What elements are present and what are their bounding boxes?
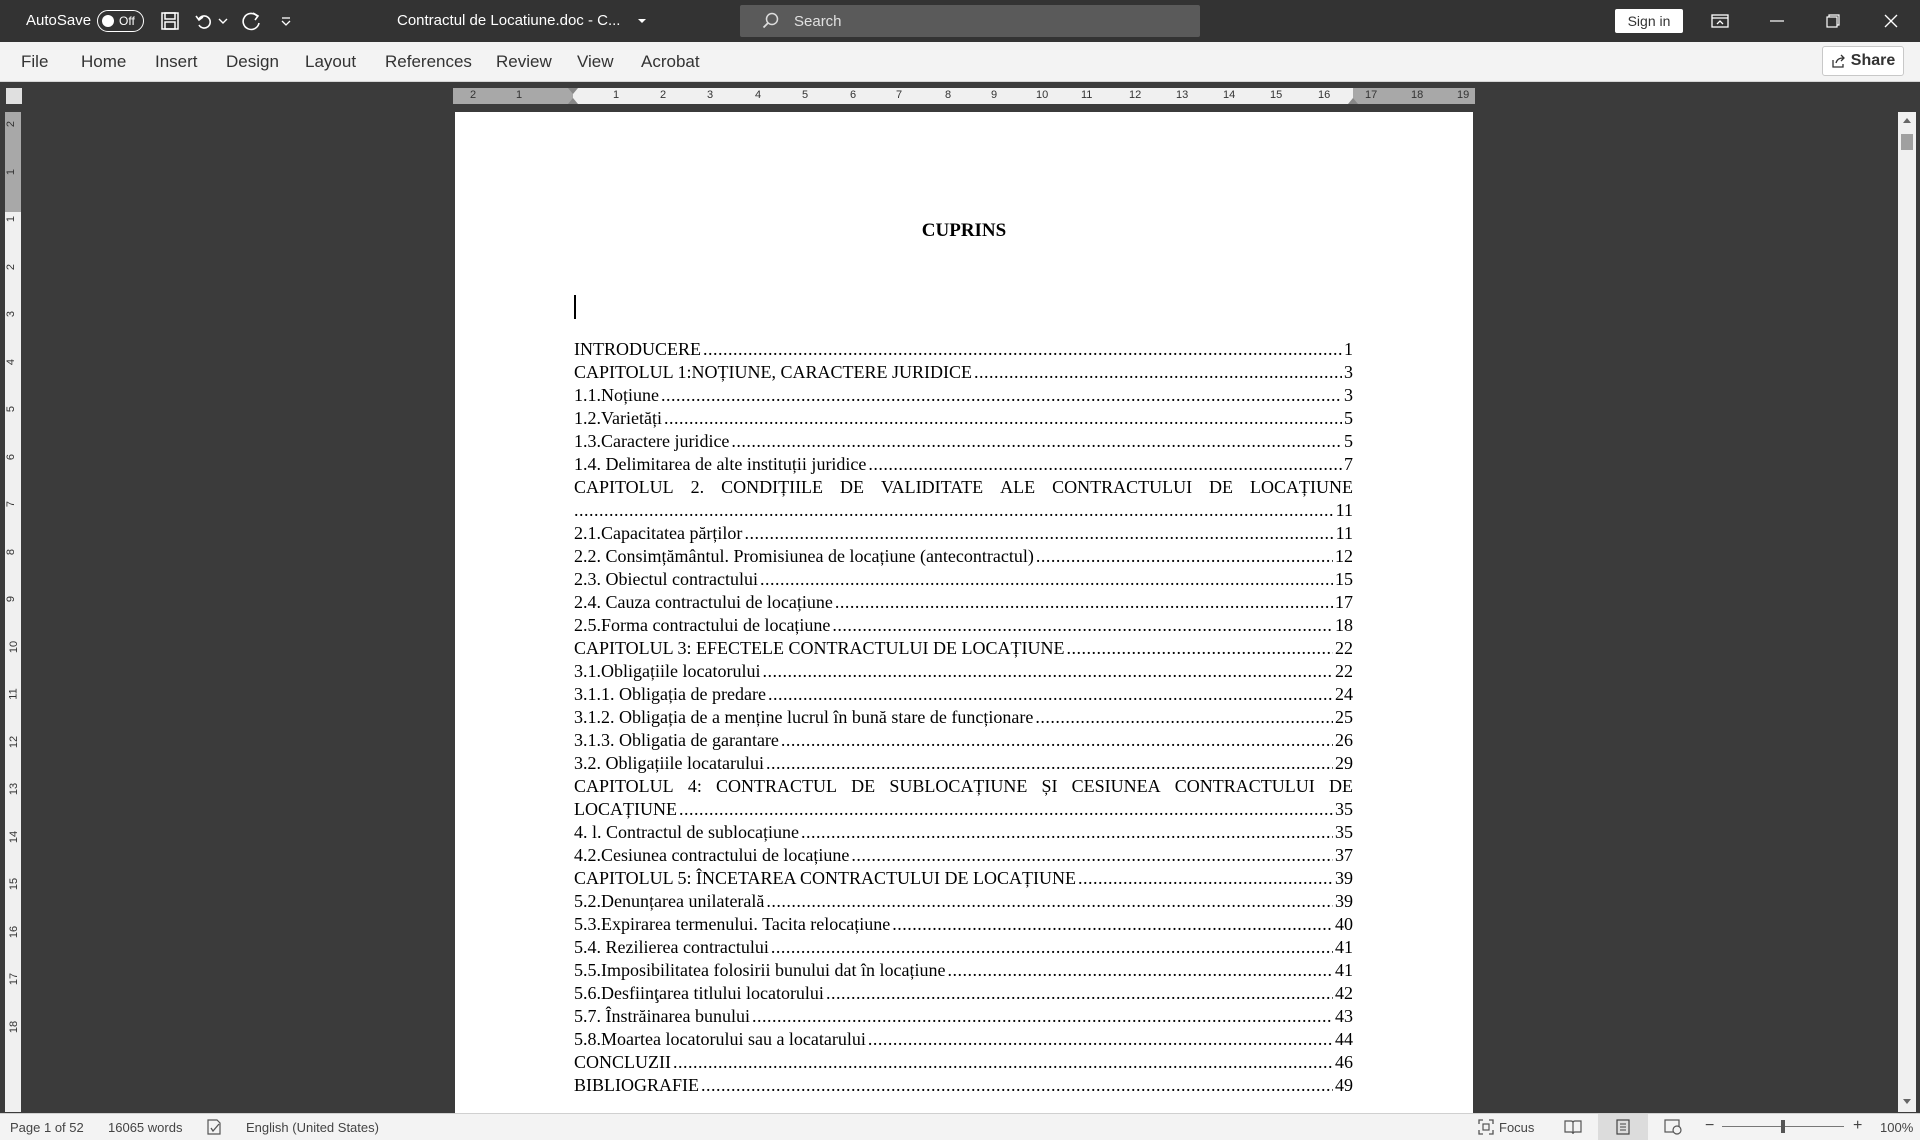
- toc-entry[interactable]: [574, 453, 1353, 476]
- ruler-number: 4: [5, 358, 18, 365]
- toc-word: DE: [1209, 477, 1234, 497]
- tab-layout[interactable]: Layout: [305, 52, 357, 71]
- zoom-in-button[interactable]: +: [1853, 1117, 1863, 1134]
- toc-entry[interactable]: [574, 706, 1353, 729]
- toc-entry[interactable]: [574, 1028, 1353, 1051]
- toc-entry-title: 5.8.Moartea locatorului sau a locatarului: [574, 1029, 866, 1049]
- toc-page-number: 11: [1335, 500, 1353, 520]
- status-bar: [0, 1113, 1920, 1140]
- toc-word: CAPITOLUL: [574, 477, 674, 497]
- ruler-number: 17: [8, 972, 21, 986]
- ruler-number: 9: [5, 595, 18, 603]
- toc-entry-title: 5.5.Imposibilitatea folosirii bunului dat în locațiune: [574, 960, 946, 980]
- tab-home[interactable]: Home: [81, 52, 127, 71]
- toc-entry[interactable]: [574, 982, 1353, 1005]
- toc-entry[interactable]: [574, 775, 1353, 798]
- tab-design[interactable]: Design: [226, 52, 279, 71]
- toc-entry-title: 2.5.Forma contractului de locațiune: [574, 615, 831, 635]
- toc-word: 2.: [690, 477, 705, 497]
- toc-entry-title: 5.7. Înstrăinarea bunului: [574, 1006, 750, 1026]
- tab-view[interactable]: View: [577, 52, 614, 71]
- toc-word: ALE: [1000, 477, 1036, 497]
- scrollbar-thumb[interactable]: [1901, 134, 1913, 150]
- toc-leader-dots: [851, 844, 1333, 867]
- toc-leader-dots: [781, 729, 1333, 752]
- toc-page-number: 3: [1344, 362, 1353, 382]
- save-icon[interactable]: [158, 9, 182, 33]
- toc-entry-title: 5.3.Expirarea termenului. Tacita relocațiune: [574, 914, 891, 934]
- restore-icon[interactable]: [1808, 0, 1858, 42]
- title-bar: [0, 0, 1920, 42]
- toc-entry[interactable]: [574, 959, 1353, 982]
- ruler-number: 15: [1270, 89, 1283, 101]
- tab-file[interactable]: File: [21, 52, 49, 71]
- toc-leader-dots: [744, 522, 1333, 545]
- document-workspace: [0, 82, 1920, 1113]
- search-box[interactable]: [740, 5, 1200, 37]
- toc-page-number: 42: [1335, 983, 1353, 1003]
- sign-in-button[interactable]: Sign in: [1615, 9, 1683, 33]
- ruler-number: 15: [8, 877, 21, 891]
- toc-word: CAPITOLUL: [574, 776, 674, 796]
- toc-entry[interactable]: [574, 729, 1353, 752]
- toc-entry[interactable]: [574, 936, 1353, 959]
- toc-entry-title: 2.1.Capacitatea părților: [574, 523, 743, 543]
- toc-entry-title: CONCLUZII: [574, 1052, 671, 1072]
- toc-entry[interactable]: [574, 361, 1353, 384]
- toc-entry[interactable]: [574, 798, 1353, 821]
- ruler-number: 12: [1129, 89, 1142, 101]
- toc-leader-dots: [768, 683, 1333, 706]
- toc-page-number: 46: [1335, 1052, 1353, 1072]
- ruler-number: 19: [1457, 89, 1470, 101]
- ruler-number: 5: [5, 405, 18, 413]
- ruler-number: 10: [8, 640, 21, 653]
- toc-word: LOCAȚIUNE: [1250, 477, 1353, 497]
- toc-entry[interactable]: [574, 913, 1353, 936]
- toc-entry-title: CAPITOLUL 3: EFECTELE CONTRACTULUI DE LOCAȚIUNE: [574, 638, 1065, 658]
- ruler-number: 16: [1318, 89, 1331, 101]
- toc-page-number: 5: [1344, 408, 1353, 428]
- toc-word: CONTRACTULUI: [1052, 477, 1193, 497]
- doc-name-dropdown-icon[interactable]: [632, 9, 652, 33]
- ruler-number: 8: [5, 548, 18, 555]
- ruler-number: 1: [613, 89, 620, 101]
- toc-entry-title: BIBLIOGRAFIE: [574, 1075, 699, 1095]
- toc-page-number: 40: [1335, 914, 1353, 934]
- toc-leader-dots: [701, 1074, 1333, 1097]
- ruler-number: 13: [8, 782, 21, 796]
- toc-page-number: 3: [1344, 385, 1353, 405]
- ruler-number: 2: [5, 263, 18, 270]
- toc-entry[interactable]: [574, 844, 1353, 867]
- scroll-down-icon[interactable]: [1902, 1098, 1912, 1106]
- toc-page-number: 44: [1335, 1029, 1353, 1049]
- redo-icon[interactable]: [240, 9, 264, 33]
- toc-page-number: 49: [1335, 1075, 1353, 1095]
- ruler-number: 7: [5, 500, 18, 508]
- toc-leader-dots: [826, 982, 1333, 1005]
- share-button[interactable]: [1822, 46, 1904, 76]
- table-of-contents: [574, 338, 1353, 1097]
- toc-page-number: 1: [1344, 339, 1353, 359]
- toc-entry-title: 3.1.3. Obligatia de garantare: [574, 730, 779, 750]
- toc-entry-title: 1.1.Noțiune: [574, 385, 659, 405]
- toc-entry[interactable]: [574, 614, 1353, 637]
- toc-entry-title: CAPITOLUL 1:NOȚIUNE, CARACTERE JURIDICE: [574, 362, 972, 382]
- toc-entry-title: 4. l. Contractul de sublocațiune: [574, 822, 799, 842]
- ruler-number: 16: [8, 925, 21, 938]
- first-line-indent-marker[interactable]: [567, 88, 579, 104]
- ruler-number: 11: [1081, 89, 1093, 101]
- toc-entry[interactable]: [574, 591, 1353, 614]
- tab-review[interactable]: Review: [496, 52, 552, 71]
- toc-entry[interactable]: [574, 1074, 1353, 1097]
- toc-leader-dots: [947, 959, 1333, 982]
- focus-icon: [1478, 1119, 1494, 1135]
- toc-leader-dots: [766, 890, 1333, 913]
- toc-leader-dots: [1036, 545, 1333, 568]
- ruler-number: 10: [1036, 89, 1049, 101]
- autosave-state: Off: [119, 14, 135, 28]
- ruler-number: 6: [850, 89, 857, 101]
- toc-entry-title: 1.2.Varietăți: [574, 408, 662, 428]
- toc-page-number: 41: [1335, 960, 1353, 980]
- toc-entry[interactable]: [574, 476, 1353, 499]
- toc-page-number: 15: [1335, 569, 1353, 589]
- document-page[interactable]: [455, 112, 1473, 1113]
- toc-leader-dots: [1035, 706, 1333, 729]
- toc-page-number: 11: [1335, 523, 1353, 543]
- minimize-icon[interactable]: [1752, 0, 1802, 42]
- toc-leader-dots: [974, 361, 1342, 384]
- ruler-number: 2: [660, 89, 667, 101]
- ruler-number: 3: [707, 89, 714, 101]
- toc-page-number: 29: [1335, 753, 1353, 773]
- toc-entry-title: LOCAȚIUNE: [574, 799, 677, 819]
- toc-entry[interactable]: [574, 545, 1353, 568]
- toc-page-number: 39: [1335, 891, 1353, 911]
- toc-entry-title: 5.6.Desfiinţarea titlului locatorului: [574, 983, 824, 1003]
- toc-page-number: 17: [1335, 592, 1353, 612]
- proofing-icon[interactable]: [206, 1119, 224, 1135]
- ruler-text-area: [573, 88, 1353, 104]
- focus-label: Focus: [1499, 1119, 1535, 1135]
- undo-dropdown-icon[interactable]: [216, 9, 230, 33]
- ruler-number: 1: [516, 89, 523, 101]
- autosave-toggle[interactable]: [97, 10, 144, 32]
- customize-toolbar-icon[interactable]: [276, 9, 296, 33]
- toc-leader-dots: [574, 499, 1334, 522]
- ruler-number: 4: [755, 89, 762, 101]
- tab-insert[interactable]: Insert: [155, 52, 198, 71]
- toc-word: CESIUNEA: [1071, 776, 1161, 796]
- toc-word: CONTRACTUL: [716, 776, 837, 796]
- toc-leader-dots: [661, 384, 1342, 407]
- toc-word: DE: [851, 776, 876, 796]
- toc-leader-dots: [673, 1051, 1333, 1074]
- ruler-number: 6: [5, 453, 18, 460]
- ruler-number: 12: [8, 735, 21, 748]
- toc-page-number: 39: [1335, 868, 1353, 888]
- toc-entry-title: 2.2. Consimțământul. Promisiunea de locațiune (antecontractul): [574, 546, 1034, 566]
- toc-entry-title: 5.2.Denunțarea unilaterală: [574, 891, 765, 911]
- toc-word: 4:: [687, 776, 702, 796]
- text-cursor: [574, 295, 576, 319]
- word-count[interactable]: 16065 words: [108, 1120, 183, 1135]
- toc-page-number: 22: [1335, 661, 1353, 681]
- toc-entry-title: 3.2. Obligațiile locatarului: [574, 753, 764, 773]
- tab-selector-button[interactable]: [6, 88, 22, 104]
- toc-word: VALIDITATE: [880, 477, 984, 497]
- scroll-up-icon[interactable]: [1902, 116, 1912, 124]
- toc-entry[interactable]: [574, 568, 1353, 591]
- toc-entry-title: CAPITOLUL 5: ÎNCETAREA CONTRACTULUI DE LOCAȚIUNE: [574, 868, 1077, 888]
- ruler-number: 1: [5, 215, 18, 223]
- ruler-number: 14: [1223, 89, 1236, 101]
- toc-page-number: 7: [1344, 454, 1353, 474]
- toc-word: DE: [1328, 776, 1353, 796]
- toc-entry[interactable]: [574, 1005, 1353, 1028]
- toc-page-number: 43: [1335, 1006, 1353, 1026]
- toc-leader-dots: [868, 1028, 1333, 1051]
- toc-leader-dots: [1066, 637, 1333, 660]
- toc-leader-dots: [868, 453, 1342, 476]
- search-icon: [762, 12, 780, 30]
- toc-entry[interactable]: [574, 890, 1353, 913]
- search-placeholder: Search: [794, 12, 842, 30]
- toc-entry[interactable]: [574, 683, 1353, 706]
- ribbon-tabs: [0, 42, 1920, 82]
- toc-page-number: 5: [1344, 431, 1353, 451]
- ruler-number: 7: [896, 89, 903, 101]
- share-label: Share: [1850, 52, 1896, 69]
- toc-leader-dots: [679, 798, 1333, 821]
- toc-leader-dots: [760, 568, 1333, 591]
- toc-entry-continuation[interactable]: [574, 499, 1353, 522]
- toc-entry-title: 3.1.1. Obligația de predare: [574, 684, 766, 704]
- toc-page-number: 12: [1335, 546, 1353, 566]
- ruler-number: 13: [1176, 89, 1189, 101]
- toc-page-number: 26: [1335, 730, 1353, 750]
- toc-entry[interactable]: [574, 338, 1353, 361]
- toc-entry[interactable]: [574, 821, 1353, 844]
- toc-leader-dots: [766, 752, 1333, 775]
- toc-entry-title: 1.4. Delimitarea de alte instituții juridice: [574, 454, 867, 474]
- ruler-number: 18: [8, 1020, 21, 1033]
- toc-page-number: 22: [1335, 638, 1353, 658]
- language-indicator[interactable]: English (United States): [246, 1120, 379, 1135]
- tab-acrobat[interactable]: Acrobat: [641, 52, 700, 71]
- toc-entry[interactable]: [574, 384, 1353, 407]
- zoom-slider[interactable]: [1722, 1126, 1844, 1127]
- horizontal-ruler[interactable]: [453, 88, 1475, 104]
- toc-entry[interactable]: [574, 867, 1353, 890]
- zoom-out-button[interactable]: −: [1705, 1117, 1715, 1134]
- toc-entry-title: 4.2.Cesiunea contractului de locațiune: [574, 845, 850, 865]
- vertical-ruler[interactable]: [5, 112, 21, 1112]
- toc-leader-dots: [835, 591, 1333, 614]
- ruler-number: 11: [7, 688, 20, 700]
- ribbon-display-options-icon[interactable]: [1695, 0, 1745, 42]
- toc-leader-dots: [832, 614, 1333, 637]
- toc-entry-title: 3.1.2. Obligația de a menține lucrul în bună stare de funcționare: [574, 707, 1034, 727]
- toc-word: ȘI: [1041, 776, 1058, 796]
- toc-entry-title: 2.4. Cauza contractului de locațiune: [574, 592, 833, 612]
- ruler-number: 17: [1365, 89, 1378, 101]
- toc-page-number: 18: [1335, 615, 1353, 635]
- page-title: CUPRINS: [921, 220, 1007, 241]
- toc-page-number: 25: [1335, 707, 1353, 727]
- toc-entry[interactable]: [574, 407, 1353, 430]
- toc-page-number: 35: [1335, 799, 1353, 819]
- toc-entry-title: 3.1.Obligațiile locatorului: [574, 661, 761, 681]
- toc-leader-dots: [1078, 867, 1333, 890]
- toc-page-number: 35: [1335, 822, 1353, 842]
- toc-entry[interactable]: [574, 430, 1353, 453]
- ruler-number: 14: [8, 830, 21, 843]
- ruler-number: 8: [945, 89, 952, 101]
- toc-entry-title: 1.3.Caractere juridice: [574, 431, 730, 451]
- document-name[interactable]: Contractul de Locatiune.doc - C...: [397, 12, 621, 29]
- ruler-number: 3: [5, 310, 18, 318]
- toc-page-number: 41: [1335, 937, 1353, 957]
- toc-entry[interactable]: [574, 522, 1353, 545]
- toc-entry-title: INTRODUCERE: [574, 339, 701, 359]
- page-count[interactable]: Page 1 of 52: [10, 1120, 84, 1135]
- toc-entry[interactable]: [574, 660, 1353, 683]
- vertical-scrollbar[interactable]: [1898, 112, 1916, 1112]
- toc-entry[interactable]: [574, 637, 1353, 660]
- focus-button[interactable]: [1478, 1119, 1534, 1135]
- read-mode-icon[interactable]: [1564, 1119, 1582, 1135]
- web-layout-icon[interactable]: [1664, 1119, 1682, 1135]
- ruler-number: 2: [470, 89, 477, 101]
- toc-leader-dots: [752, 1005, 1333, 1028]
- toc-leader-dots: [731, 430, 1342, 453]
- toggle-knob: [102, 15, 114, 27]
- ruler-number: 18: [1411, 89, 1424, 101]
- toc-page-number: 24: [1335, 684, 1353, 704]
- ruler-number: 5: [802, 89, 809, 101]
- print-layout-button[interactable]: [1598, 1114, 1648, 1140]
- right-indent-marker[interactable]: [1347, 88, 1359, 104]
- toc-leader-dots: [664, 407, 1342, 430]
- toc-entry[interactable]: [574, 1051, 1353, 1074]
- toc-page-number: 37: [1335, 845, 1353, 865]
- toc-leader-dots: [771, 936, 1333, 959]
- ruler-number: 1: [5, 168, 18, 175]
- toc-leader-dots: [762, 660, 1333, 683]
- zoom-slider-thumb[interactable]: [1781, 1120, 1785, 1133]
- toc-word: CONTRACTULUI: [1174, 776, 1315, 796]
- ruler-number: 2: [5, 120, 18, 128]
- toc-word: SUBLOCAȚIUNE: [889, 776, 1028, 796]
- toc-entry[interactable]: [574, 752, 1353, 775]
- zoom-level[interactable]: 100%: [1880, 1120, 1914, 1135]
- print-layout-icon: [1615, 1119, 1631, 1135]
- share-icon: [1831, 54, 1845, 68]
- toc-leader-dots: [892, 913, 1333, 936]
- toc-leader-dots: [801, 821, 1333, 844]
- toc-word: DE: [840, 477, 865, 497]
- autosave-label: AutoSave: [26, 12, 92, 29]
- undo-icon[interactable]: [192, 9, 216, 33]
- toc-entry-title: 5.4. Rezilierea contractului: [574, 937, 769, 957]
- toc-word: CONDIȚIILE: [721, 477, 824, 497]
- toc-entry-title: 2.3. Obiectul contractului: [574, 569, 758, 589]
- ruler-number: 9: [991, 89, 998, 101]
- close-icon[interactable]: [1866, 0, 1916, 42]
- tab-references[interactable]: References: [385, 52, 472, 71]
- toc-leader-dots: [703, 338, 1342, 361]
